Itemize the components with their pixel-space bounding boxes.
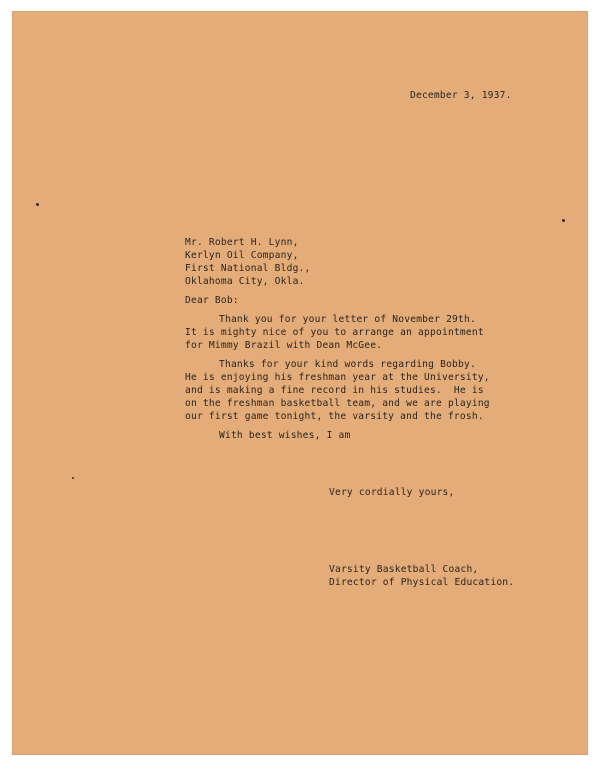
recipient-line: Kerlyn Oil Company, <box>185 250 299 261</box>
recipient-line: First National Bldg., <box>185 263 311 274</box>
body-line: It is mighty nice of you to arrange an appointment <box>185 327 484 338</box>
recipient-line: Mr. Robert H. Lynn, <box>185 237 299 248</box>
body-line: He is enjoying his freshman year at the University, <box>185 372 490 383</box>
salutation: Dear Bob: <box>185 295 239 306</box>
recipient-line: Oklahoma City, Okla. <box>185 276 305 287</box>
body-line: Thank you for your letter of November 29th. <box>219 314 476 325</box>
letter-date: December 3, 1937. <box>410 90 512 101</box>
closing: Very cordially yours, <box>329 487 455 498</box>
body-line: With best wishes, I am <box>219 430 351 441</box>
paper-speck <box>36 203 39 206</box>
paper-speck <box>562 219 565 222</box>
body-line: on the freshman basketball team, and we are playing <box>185 398 490 409</box>
body-line: and is making a fine record in his studies. He is <box>185 385 484 396</box>
paper-speck <box>72 477 74 479</box>
body-line: Thanks for your kind words regarding Bobby. <box>219 359 476 370</box>
body-line: for Mimmy Brazil with Dean McGee. <box>185 340 383 351</box>
body-line: our first game tonight, the varsity and the frosh. <box>185 411 484 422</box>
signature-title: Director of Physical Education. <box>329 577 515 588</box>
signature-title: Varsity Basketball Coach, <box>329 564 479 575</box>
